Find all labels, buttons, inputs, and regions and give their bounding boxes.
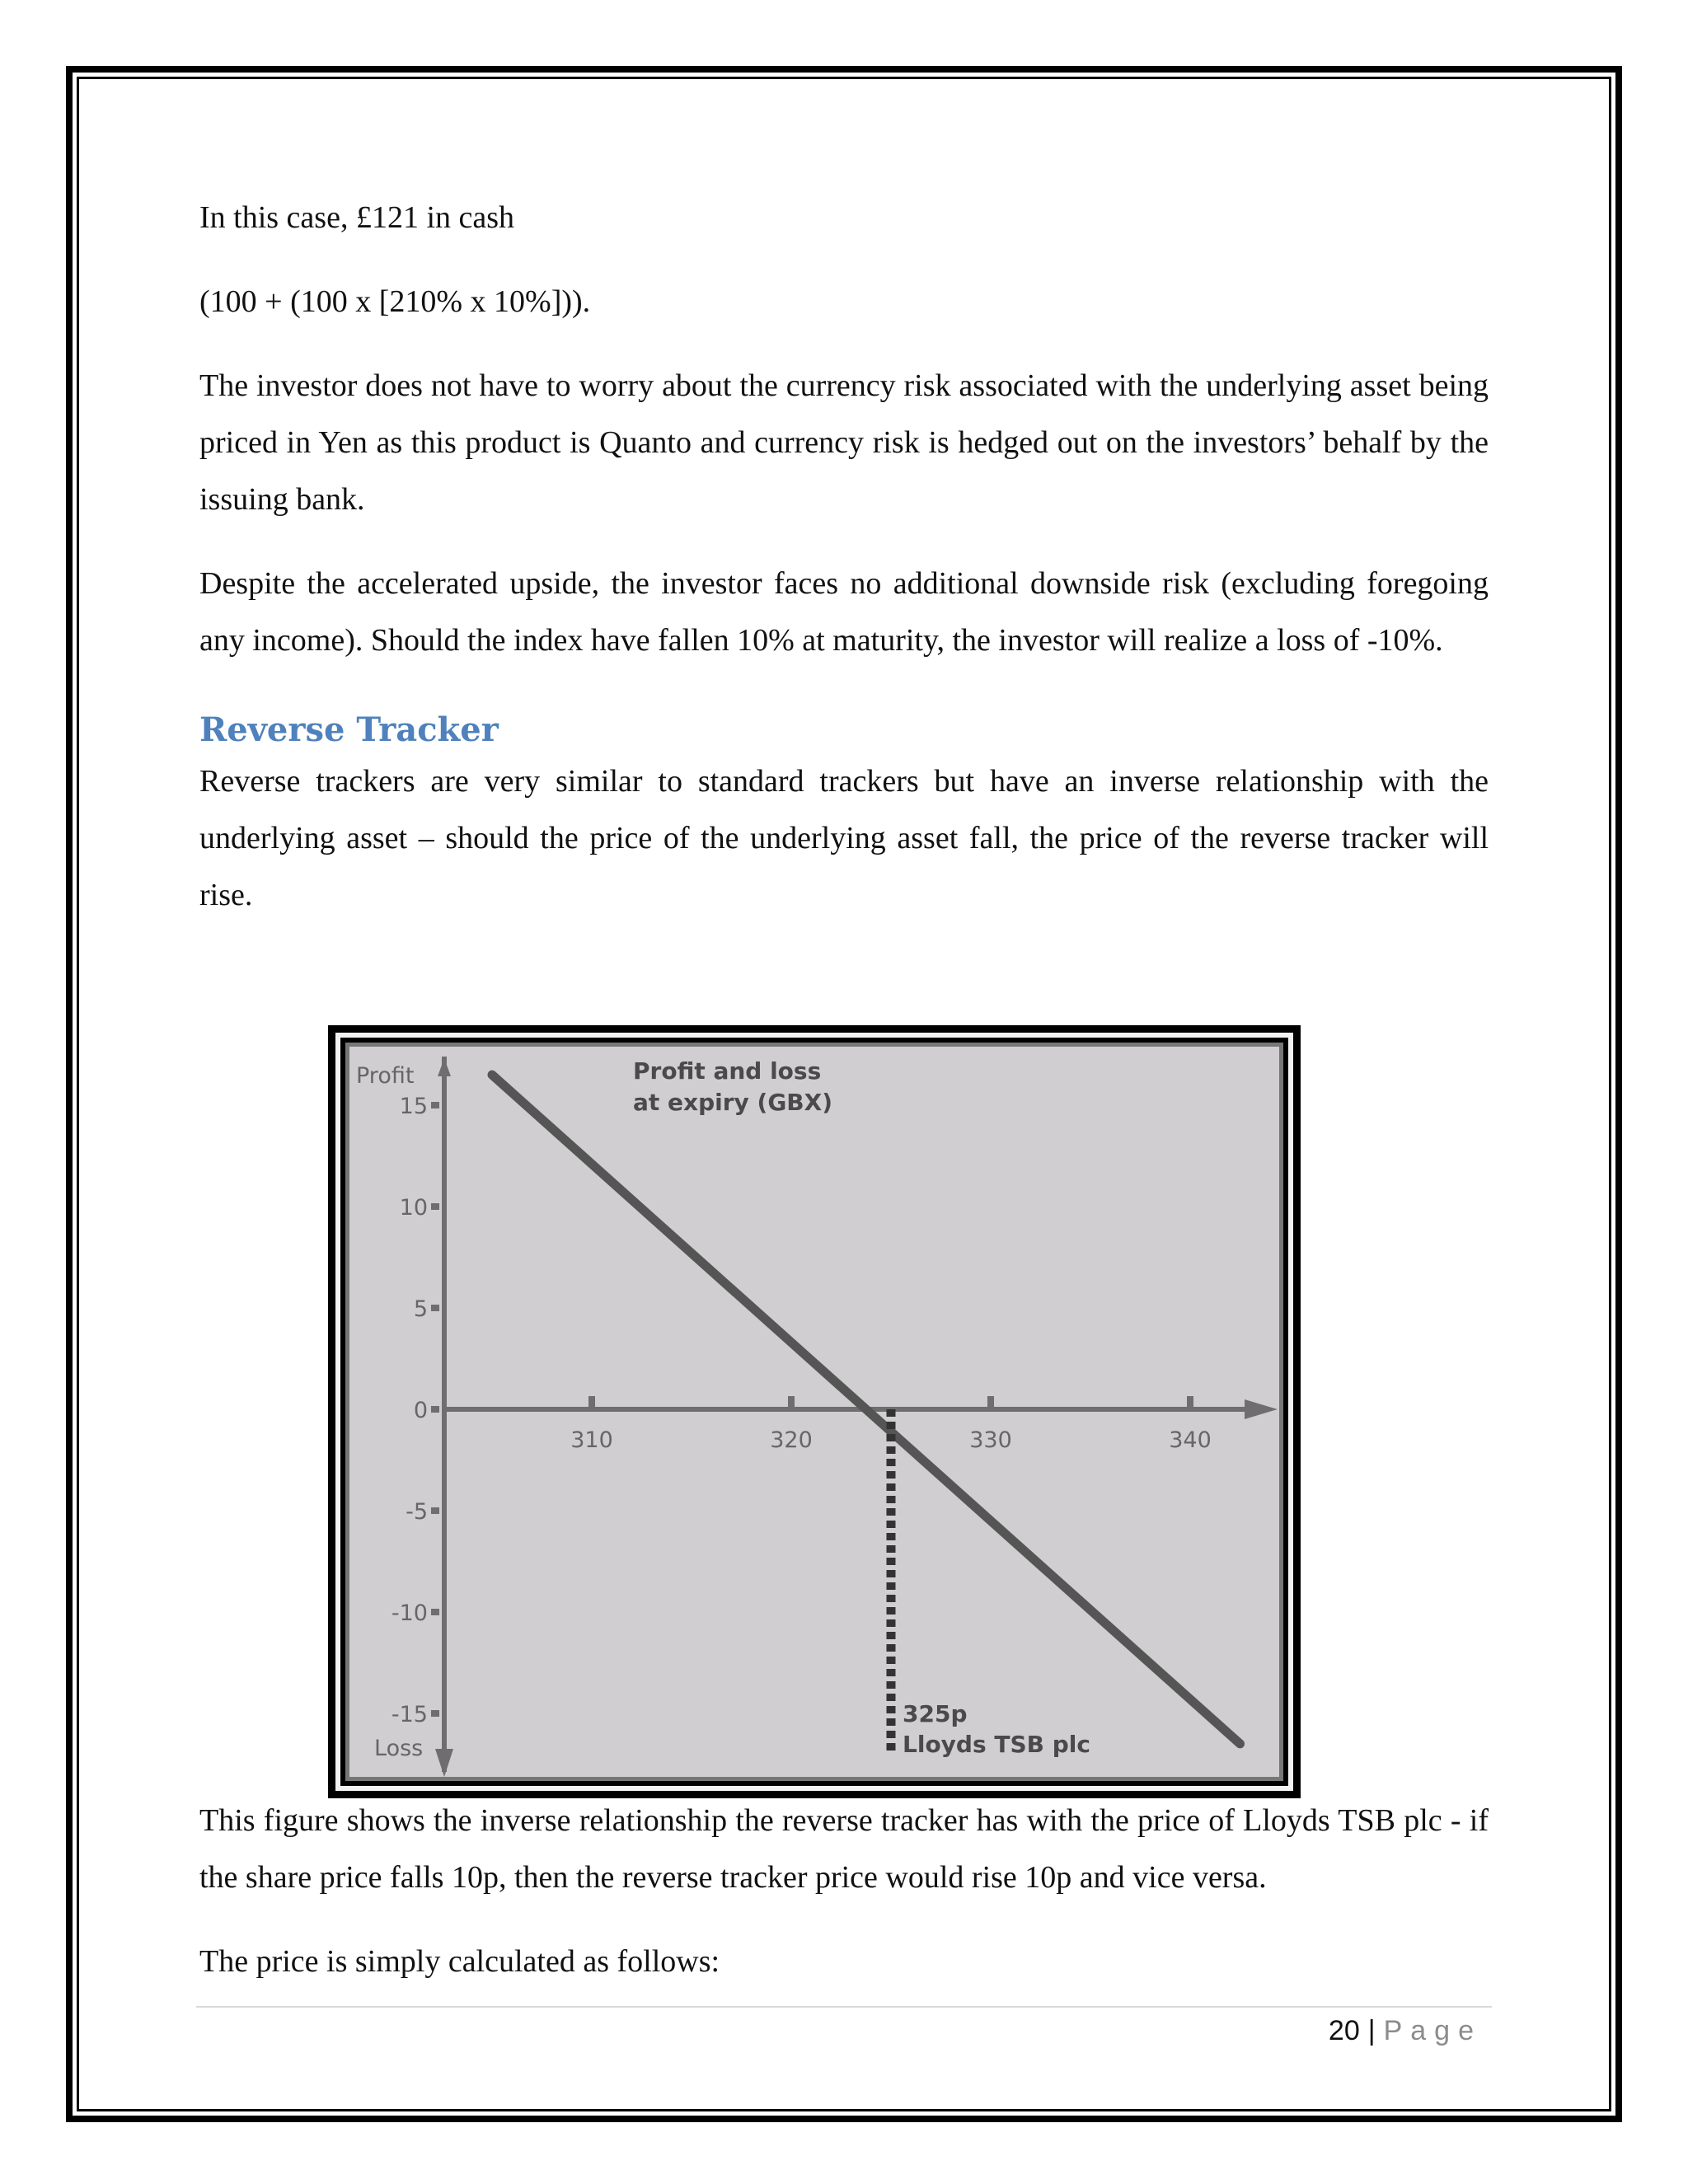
y-tick-mark: [431, 1710, 439, 1717]
section-heading: Reverse Tracker: [199, 710, 499, 749]
y-tick-label: 5: [413, 1296, 428, 1322]
annotation-company: Lloyds TSB plc: [903, 1731, 1090, 1758]
footer-divider: [196, 2006, 1492, 2008]
y-tick-mark: [431, 1305, 439, 1311]
figure-caption: This figure shows the inverse relationship the reverse tracker has with the price of Lloyds TSB plc - if the share price falls 10p, then the reverse tracker price would rise 10p and vice versa.: [199, 1803, 1489, 1895]
caption-block: [199, 1793, 1489, 1990]
page-number: 20: [1328, 2015, 1360, 2046]
profit-loss-chart: [328, 1025, 1301, 1798]
y-tick-label: 10: [399, 1195, 428, 1221]
y-label-loss: Loss: [374, 1736, 424, 1761]
paragraph-downside-risk: Despite the accelerated upside, the investor faces no additional downside risk (excluding foregoing any income). Should the index have fallen 10% at maturity, the investor will realize a loss of -10%.: [199, 566, 1489, 658]
x-tick-mark: [987, 1396, 994, 1408]
x-tick-mark: [1187, 1396, 1193, 1408]
chart-title-line-1: Profit and loss: [633, 1057, 822, 1085]
page-word: Page: [1383, 2015, 1482, 2046]
y-tick-label: -10: [391, 1601, 428, 1626]
x-tick-mark: [588, 1396, 595, 1408]
annotation-price: 325p: [903, 1700, 968, 1727]
paragraph-formula: (100 + (100 x [210% x 10%])).: [199, 284, 591, 319]
y-tick-mark: [431, 1609, 439, 1615]
x-tick-label: 310: [570, 1427, 613, 1453]
closing-paragraph: The price is simply calculated as follows:: [199, 1944, 720, 1979]
y-tick-mark: [431, 1102, 439, 1108]
section-intro: Reverse trackers are very similar to standard trackers but have an inverse relationship with the underlying asset – should the price of the underlying asset fall, the price of the reverse tracker will rise.: [199, 764, 1489, 912]
body-text: [199, 190, 1489, 924]
page-footer: [1329, 2011, 1482, 2050]
y-tick-label: 15: [399, 1094, 428, 1119]
footer-separator: |: [1367, 2015, 1376, 2046]
y-tick-mark: [431, 1406, 439, 1413]
y-tick-label: -5: [406, 1499, 428, 1525]
y-tick-mark: [431, 1203, 439, 1210]
y-label-profit: Profit: [356, 1063, 415, 1089]
y-tick-mark: [431, 1507, 439, 1514]
chart-title-line-2: at expiry (GBX): [633, 1089, 833, 1116]
y-tick-label: -15: [391, 1702, 428, 1727]
y-tick-label: 0: [413, 1398, 428, 1423]
x-tick-mark: [788, 1396, 795, 1408]
x-tick-label: 340: [1169, 1427, 1212, 1453]
paragraph-currency-risk: The investor does not have to worry about the currency risk associated with the underlying asset being priced in Yen as this product is Quanto and currency risk is hedged out on the investors’ behalf by the issuing bank.: [199, 368, 1489, 517]
paragraph-cash: In this case, £121 in cash: [199, 200, 515, 235]
chart-svg: [328, 1025, 1301, 1798]
x-tick-label: 330: [969, 1427, 1012, 1453]
x-tick-label: 320: [770, 1427, 813, 1453]
